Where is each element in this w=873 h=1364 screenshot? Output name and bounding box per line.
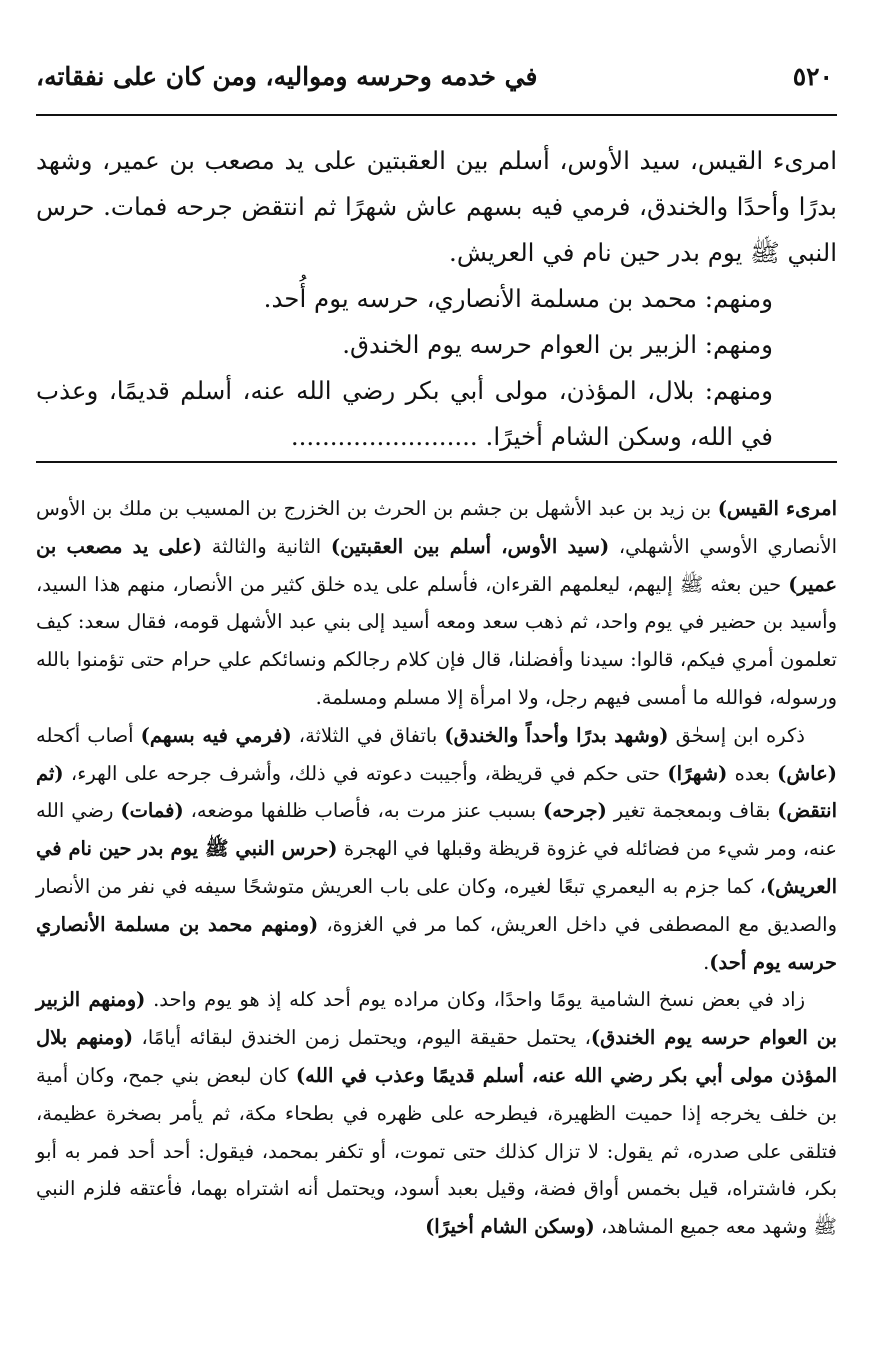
lemma: امرىء القيس): [717, 497, 837, 520]
commentary-run: ، يحتمل حقيقة اليوم، ويحتمل زمن الخندق لبقائه أيامًا،: [133, 1026, 591, 1050]
commentary-run: بعده: [727, 761, 778, 785]
lemma: (سيد الأوس، أسلم بين العقبتين): [330, 534, 610, 558]
commentary-run: حتى حكم في قريظة، وأجيبت دعوته في ذلك، وأشرف جرحه على الهرء،: [63, 761, 668, 785]
dotted-leader: ........................: [290, 422, 478, 451]
main-text-paragraph: ومنهم: الزبير بن العوام حرسه يوم الخندق.: [342, 330, 773, 359]
running-title: في خدمه وحرسه ومواليه، ومن كان على نفقاته،: [36, 62, 538, 91]
lemma: (ثم انتقض): [36, 761, 837, 823]
lemma: (ومنهم الزبير بن العوام حرسه يوم الخندق): [36, 988, 837, 1050]
commentary-paragraph: [36, 490, 837, 717]
commentary-run: .: [703, 950, 710, 974]
commentary-run: رضي الله عنه، ومر شيء من فضائله في غزوة قريظة وقبلها في الهجرة: [36, 799, 837, 861]
separator-rule: [36, 461, 837, 463]
lemma: (حرس النبي ﷺ يوم بدر حين نام في العريش): [36, 837, 837, 898]
header-rule: [36, 114, 837, 116]
commentary-run: باتفاق في الثلاثة،: [291, 723, 445, 747]
main-text-sentence: ومنهم: بلال، المؤذن، مولى أبي بكر رضي الله عنه، أسلم قديمًا، وعذب في الله، وسكن الشام أخيرًا.: [36, 376, 773, 451]
commentary-run: بقاف وبمعجمة تغير: [606, 799, 778, 823]
lemma: (على يد مصعب بن عمير): [36, 534, 837, 596]
lemma: (عاش): [777, 761, 837, 785]
page-header: [36, 62, 837, 98]
commentary-run: ، كما جزم به اليعمري تبعًا لغيره، وكان على باب العريش متوشحًا سيفه في نفر من الأنصار والصديق مع المصطفى في داخل العريش، كما مر في الغزوة،: [36, 874, 837, 936]
commentary-run: بسبب عنز مرت به، فأصاب ظلفها موضعه،: [183, 799, 544, 823]
commentary-paragraph: [36, 981, 837, 1246]
lemma: (جرحه): [543, 799, 607, 823]
main-text: [36, 138, 837, 460]
lemma: (وسكن الشام أخيرًا): [425, 1215, 595, 1239]
commentary-paragraph: [36, 717, 837, 982]
commentary-run: حين بعثه ﷺ إليهم، ليعلمهم القرءان، فأسلم على يده خلق كثير من الأنصار، منهم هذا السيد، وأسيد بن حضير في يوم واحد، ثم ذهب سعد ومعه أسيد إلى بني عبد الأشهل قومه، فقال سعد: كيف تعلمون أمري فيكم، قالوا: سيدنا وأفضلنا، قال فإن كلام رجالكم ونسائكم علي حرام حتى تؤمنوا بالله ورسوله، فوالله ما أمسى فيهم رجل، ولا امرأة إلا مسلم ومسلمة.: [36, 572, 837, 709]
commentary-run: الثانية والثالثة: [202, 534, 331, 558]
commentary-run: زاد في بعض نسخ الشامية يومًا واحدًا، وكان مراده يوم أحد كله إذ هو يوم واحد.: [145, 988, 806, 1012]
lemma: (فرمي فيه بسهم): [140, 723, 292, 747]
commentary-run: بن زيد بن عبد الأشهل بن جشم بن الحرث بن الخزرج بن المسيب بن ملك بن الأوس الأنصاري الأوسي الأشهلي،: [36, 497, 838, 558]
lemma: (فمات): [120, 799, 184, 823]
commentary-run: أصاب أكحله: [36, 723, 141, 747]
lemma: (ومنهم محمد بن مسلمة الأنصاري حرسه يوم أحد): [36, 912, 837, 974]
commentary-run: كان لبعض بني جمح، وكان أمية بن خلف يخرجه إذا حميت الظهيرة، فيطرحه على ظهره في بطحاء مكة، ثم يأمر بصخرة عظيمة، فتلقى على صدره، ثم يقول: لا تزال كذلك حتى تموت، أو تكفر بمحمد، فيقول: أحد أحد فمر به أبو بكر، فاشتراه، قيل بخمس أواق فضة، وقيل بعبد أسود، ويحتمل أنه اشتراه بهما، فأعتقه فلزم النبي ﷺ وشهد معه جميع المشاهد،: [36, 1063, 837, 1239]
lemma: (وشهد بدرًا وأحداً والخندق): [444, 723, 669, 747]
lemma: (ومنهم بلال المؤذن مولى أبي بكر رضي الله عنه، أسلم قديمًا وعذب في الله): [36, 1026, 837, 1087]
main-text-paragraph: امرىء القيس، سيد الأوس، أسلم بين العقبتين على يد مصعب بن عمير، وشهد بدرًا وأحدًا والخندق، فرمي فيه بسهم عاش شهرًا ثم انتقض جرحه فمات. حرس النبي ﷺ يوم بدر حين نام في العريش.: [36, 146, 837, 267]
page-number: ٥٢٠: [792, 62, 833, 91]
main-text-paragraph: [36, 368, 837, 460]
commentary-run: ذكره ابن إسحٰق: [668, 723, 805, 747]
lemma: (شهرًا): [667, 761, 728, 785]
commentary-text: [36, 490, 837, 1246]
main-text-paragraph: ومنهم: محمد بن مسلمة الأنصاري، حرسه يوم أُحد.: [263, 284, 773, 313]
